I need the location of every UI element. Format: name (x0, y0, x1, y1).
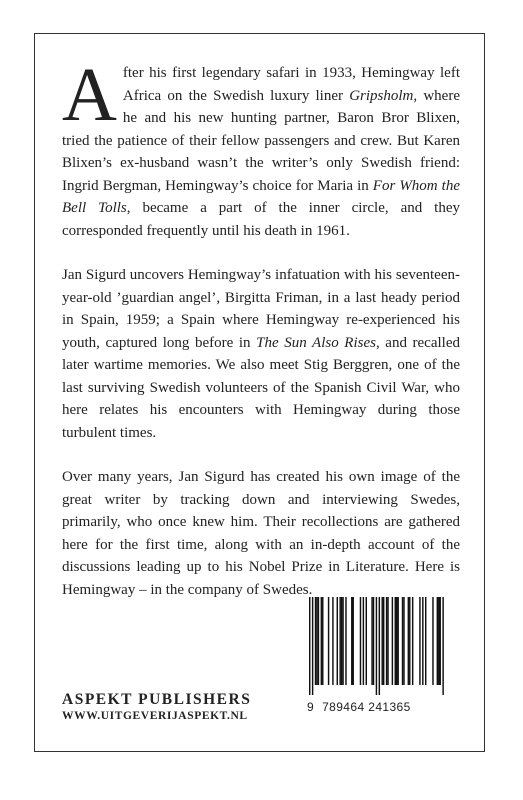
isbn-digits: 789464 241365 (322, 700, 411, 714)
barcode-bar (440, 597, 441, 685)
barcode-bar (432, 597, 433, 685)
barcode-bar (318, 597, 319, 685)
isbn-lead-digit: 9 (307, 700, 315, 714)
barcode-bar (422, 597, 423, 685)
barcode-bar (342, 597, 343, 685)
barcode-bar (379, 597, 380, 695)
barcode-bar (387, 597, 388, 685)
barcode-bar (438, 597, 439, 685)
barcode-bar (337, 597, 338, 685)
barcode-bar (408, 597, 409, 685)
barcode-bar (366, 597, 367, 685)
barcode-bar (316, 597, 317, 685)
barcode-bar (371, 597, 372, 685)
barcode-bar (383, 597, 384, 685)
italic-title: Gripsholm (349, 87, 414, 104)
barcode-bar (412, 597, 413, 685)
barcode (307, 597, 445, 717)
barcode-bar (328, 597, 329, 685)
blurb-paragraph-2 (62, 264, 460, 444)
barcode-bar (309, 597, 310, 695)
italic-title: For Whom the Bell Tolls (62, 177, 460, 216)
barcode-bar (396, 597, 397, 685)
barcode-bars (307, 597, 445, 697)
barcode-bar (376, 597, 377, 695)
barcode-bar (402, 597, 403, 685)
blurb-paragraph-3 (62, 466, 460, 601)
barcode-bar (315, 597, 316, 685)
blurb-segment: , and recalled later wartime memories. We also meet Stig Berggren, one of the last surviving Swedish volunteers of the Spanish Civil War, who here relates his encounters with Hemingway during those turbulent times. (62, 334, 460, 441)
barcode-bar (332, 597, 333, 685)
blurb-text (62, 53, 461, 623)
barcode-bar (322, 597, 323, 685)
barcode-bar (386, 597, 387, 685)
blurb-segment: Over many years, Jan Sigurd has created his own image of the great writer by tracking down and interviewing Swedes, primarily, who once knew him. Their recollections are gathered here for the first time, along with an in-depth account of the discussions leading up to his Nobel Prize in Literature. Here is Hemingway – in the company of Swedes. (62, 469, 460, 598)
barcode-bar (339, 597, 340, 685)
barcode-bar (312, 597, 313, 695)
barcode-bar (395, 597, 396, 685)
barcode-bar (341, 597, 342, 685)
blurb-paragraph-1 (62, 53, 461, 242)
blurb-segment: fter his first legendary safari in 1933, Hemingway left Africa on the Swedish luxury liner (122, 65, 460, 104)
drop-cap: A (62, 53, 117, 137)
barcode-bar (403, 597, 404, 685)
barcode-bar (363, 597, 364, 685)
blurb-segment: , became a part of the inner circle, and they corresponded frequently until his death in 1961. (62, 200, 461, 239)
publisher-url: WWW.UITGEVERIJASPEKT.NL (62, 710, 248, 722)
barcode-bar (345, 597, 346, 685)
blurb-segment: Jan Sigurd uncovers Hemingway’s infatuation with his seventeen-year-old ’guardian angel’, Birgitta Friman, in a last heady period in Spain, 1959; a Spain where Hemingway re-experienced his youth, captured long before in (62, 267, 460, 351)
publisher-block (62, 690, 251, 724)
publisher-name: ASPEKT PUBLISHERS (62, 691, 252, 708)
barcode-bar (425, 597, 426, 685)
barcode-bar (351, 597, 352, 685)
barcode-bar (442, 597, 443, 695)
italic-title: The Sun Also Rises (256, 334, 376, 351)
blurb-segment: , where he and his new hunting partner, Baron Bror Blixen, tried the patience of their fellow passengers and crew. But Karen Blixen’s ex-husband wasn’t the writer’s only Swedish friend: Ingrid Bergman, Hemingway’s choice for Maria in (62, 87, 460, 194)
barcode-bar (353, 597, 354, 685)
barcode-bar (419, 597, 420, 685)
barcode-bar (373, 597, 374, 685)
barcode-bar (382, 597, 383, 685)
barcode-bar (360, 597, 361, 685)
barcode-bar (392, 597, 393, 685)
barcode-bar (437, 597, 438, 685)
barcode-bar (321, 597, 322, 685)
barcode-bar (397, 597, 398, 685)
barcode-bar (409, 597, 410, 685)
isbn-number (307, 700, 445, 714)
